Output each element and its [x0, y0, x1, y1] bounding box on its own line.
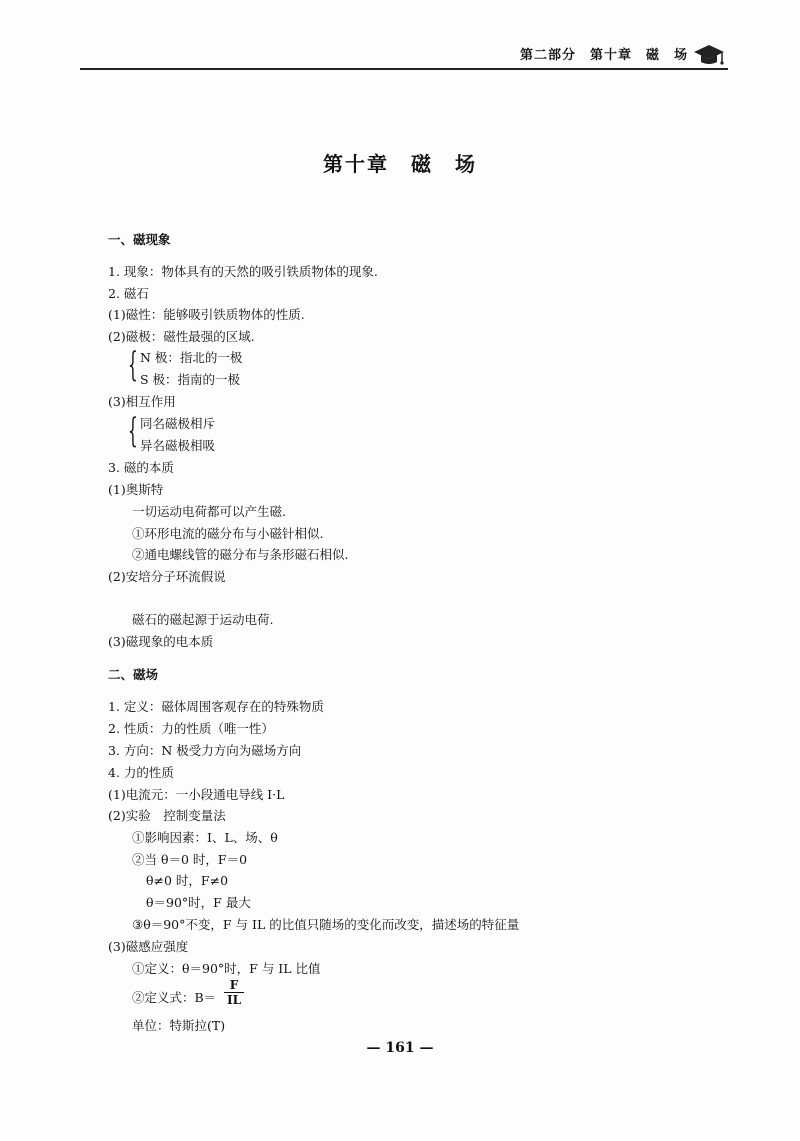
text-line: N 极：指北的一极 — [140, 350, 243, 365]
text-line: (1)磁性：能够吸引铁质物体的性质. — [108, 307, 305, 322]
text-line: ②通电螺线管的磁分布与条形磁石相似. — [132, 547, 349, 562]
text-line: (2)实验 控制变量法 — [108, 808, 226, 823]
text-line: ②当 θ＝0 时，F＝0 — [132, 852, 248, 867]
text-line: 2. 性质：力的性质（唯一性） — [108, 721, 274, 736]
fraction-f-over-il — [224, 978, 244, 1007]
text-line: 1. 现象：物体具有的天然的吸引铁质物体的现象. — [108, 264, 378, 279]
running-header-text: 第二部分 第十章 磁 场 — [519, 48, 688, 63]
running-header — [80, 38, 728, 70]
text-line: θ＝90°时，F 最大 — [146, 895, 251, 910]
text-line: (3)相互作用 — [108, 394, 176, 409]
text-line: 异名磁极相吸 — [140, 438, 216, 453]
text-line: ①影响因素：I、L、场、θ — [132, 830, 278, 845]
section-heading: 一、磁现象 — [108, 232, 171, 247]
text-line: S 极：指南的一极 — [140, 372, 241, 387]
text-line: 同名磁极相斥 — [140, 416, 216, 431]
fraction-denominator: IL — [226, 993, 242, 1007]
text-line: ①环形电流的磁分布与小磁针相似. — [132, 526, 324, 541]
header-rule — [80, 68, 728, 70]
text-line: (2)安培分子环流假说 — [108, 569, 226, 584]
text-line: 3. 磁的本质 — [108, 460, 174, 475]
text-line: 磁石的磁起源于运动电荷. — [132, 612, 274, 627]
left-brace: { — [128, 411, 138, 451]
text-line: 2. 磁石 — [108, 286, 149, 301]
text-line: (1)电流元：一小段通电导线 I·L — [108, 787, 285, 802]
chapter-title: 第十章 磁 场 — [323, 152, 477, 176]
text-line: ②定义式：B＝ — [132, 990, 217, 1005]
text-line: θ≠0 时，F≠0 — [146, 873, 229, 888]
text-line: ③θ＝90°不变，F 与 IL 的比值只随场的变化而改变，描述场的特征量 — [132, 917, 520, 932]
text-line: (1)奥斯特 — [108, 482, 164, 497]
page-number: — 161 — — [366, 1040, 434, 1056]
text-line: 一切运动电荷都可以产生磁. — [132, 504, 286, 519]
text-line: ①定义：θ＝90°时，F 与 IL 比值 — [132, 961, 321, 976]
left-brace: { — [128, 345, 138, 385]
text-line: 单位：特斯拉(T) — [132, 1018, 226, 1033]
text-line: 4. 力的性质 — [108, 765, 174, 780]
text-line: (2)磁极：磁性最强的区域. — [108, 329, 255, 344]
section-heading: 二、磁场 — [108, 667, 159, 682]
graduation-cap-icon — [692, 40, 726, 66]
fraction-numerator: F — [224, 978, 244, 993]
text-line: 1. 定义：磁体周围客观存在的特殊物质 — [108, 699, 324, 714]
text-line: (3)磁感应强度 — [108, 939, 189, 954]
text-line: 3. 方向：N 极受力方向为磁场方向 — [108, 743, 302, 758]
text-line: (3)磁现象的电本质 — [108, 634, 214, 649]
